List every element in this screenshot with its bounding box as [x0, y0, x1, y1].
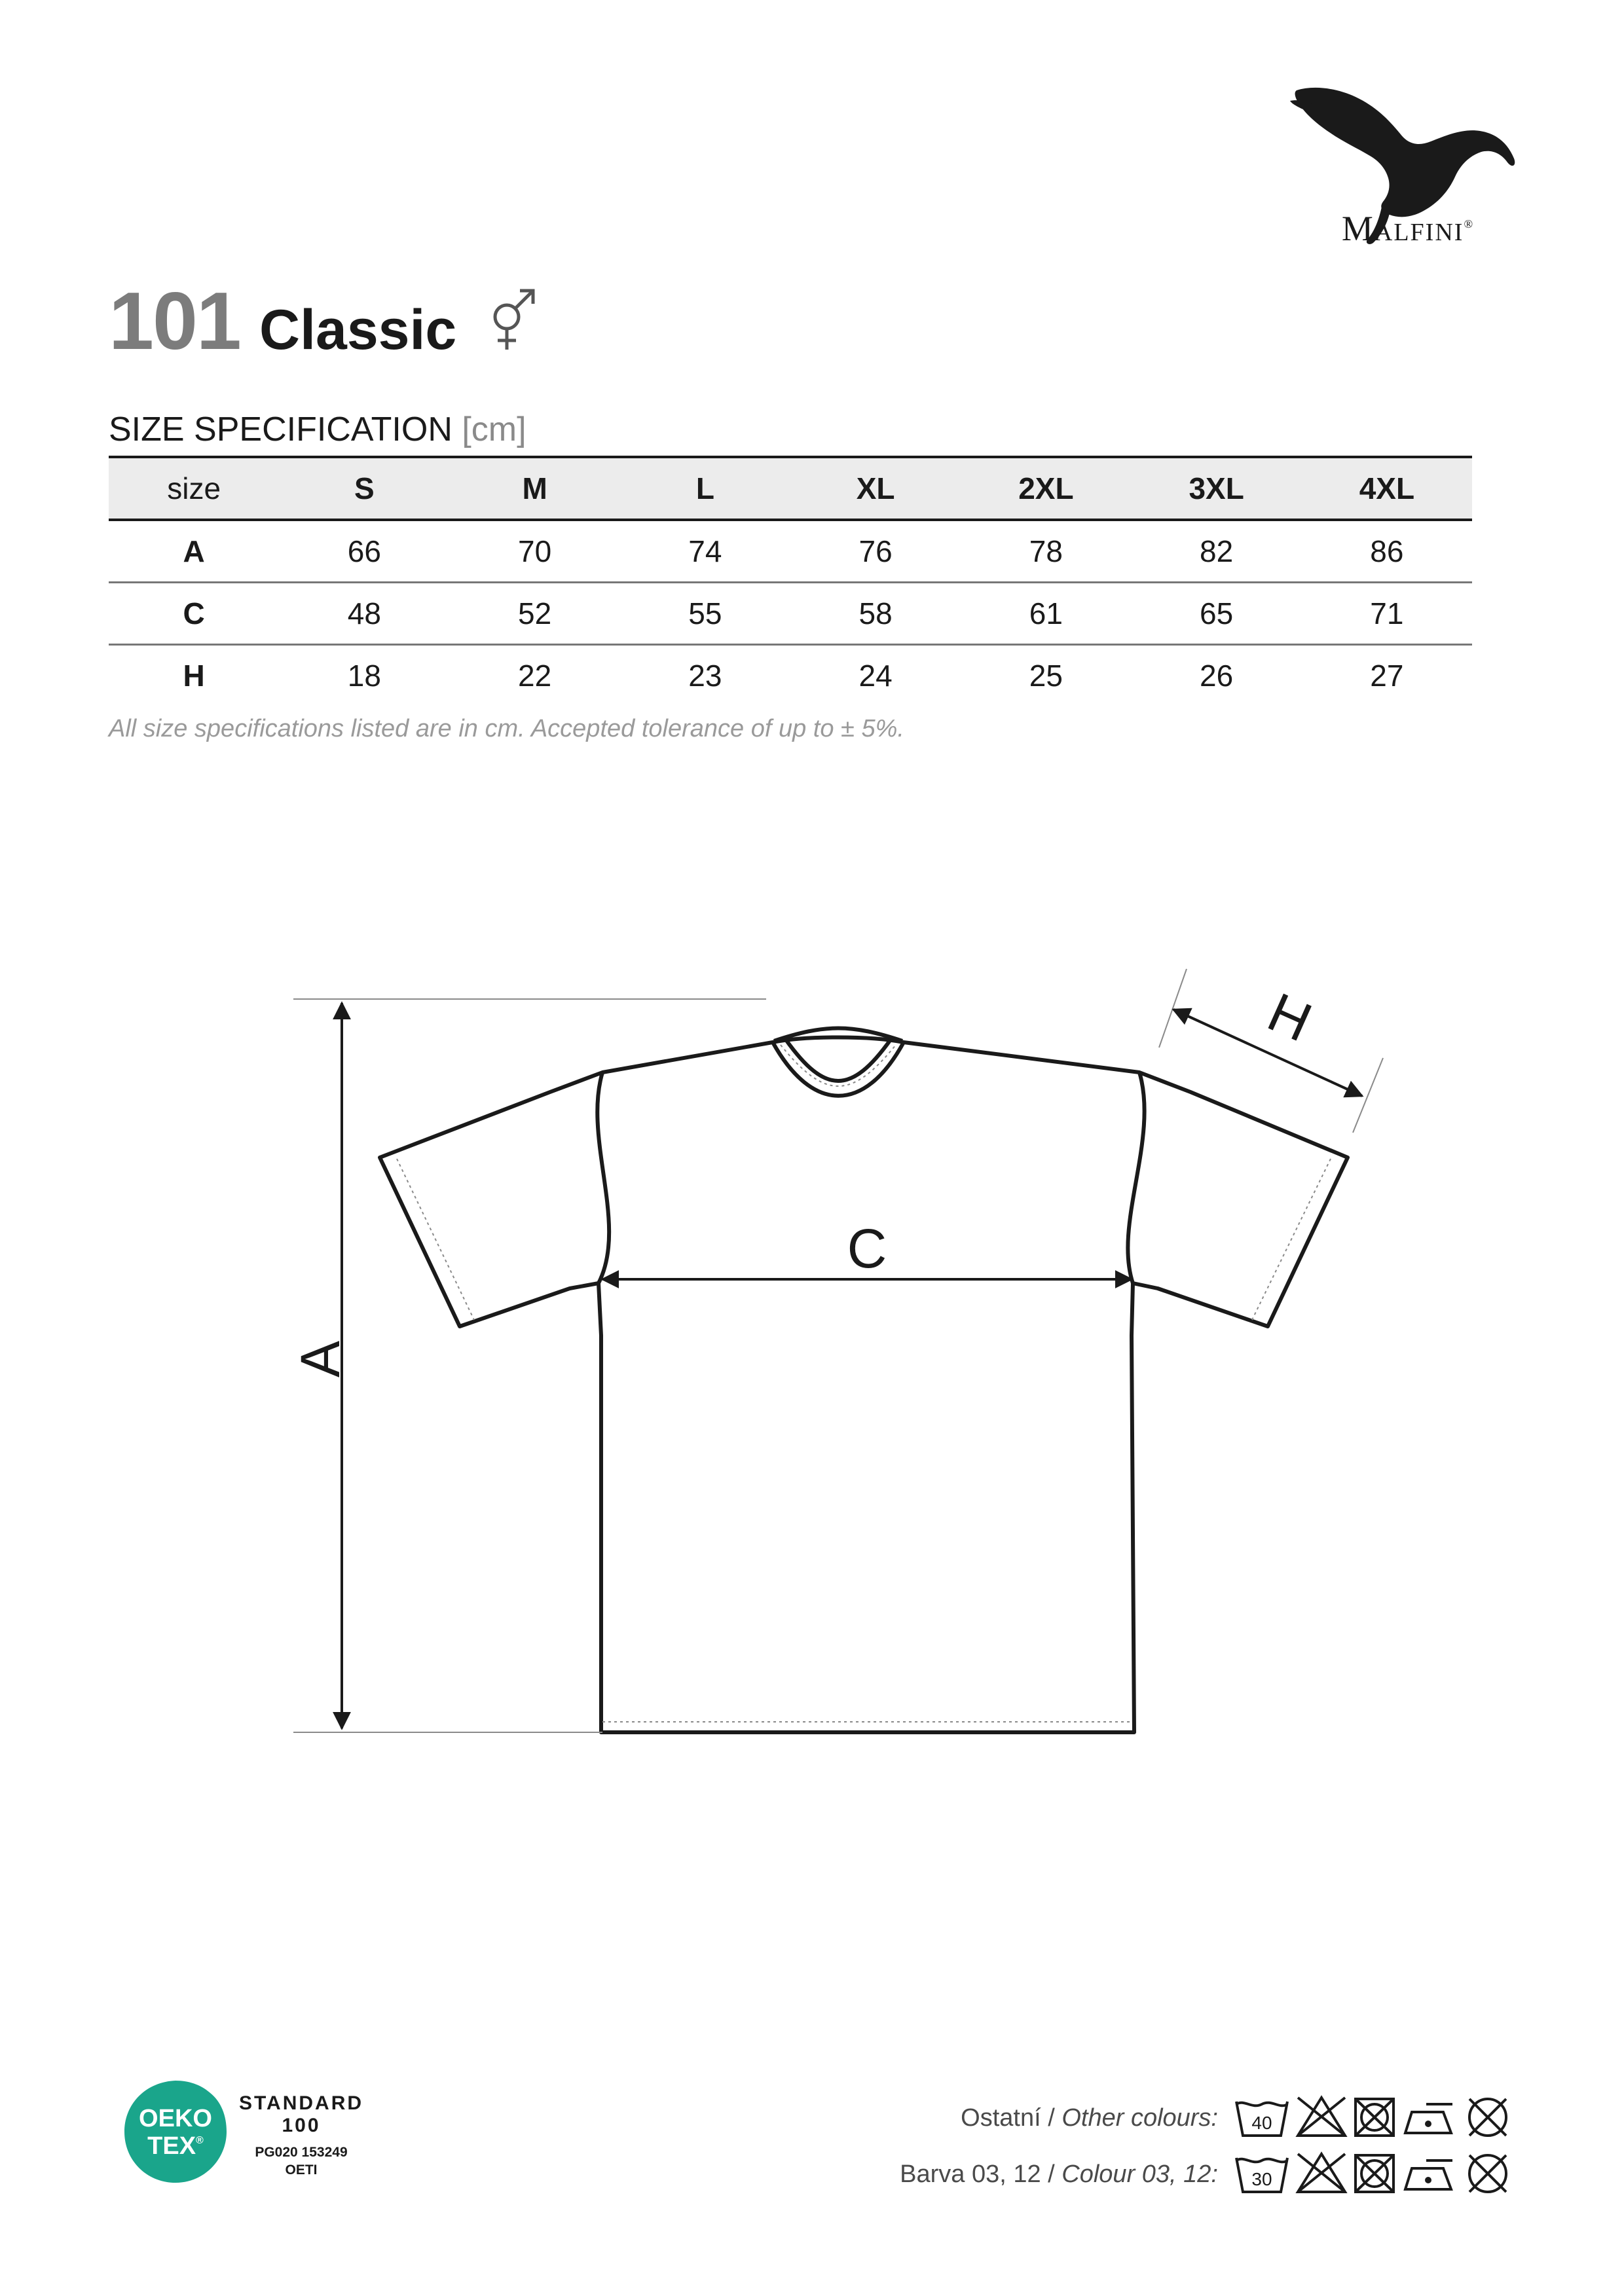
- oeko-line1: OEKO: [139, 2105, 212, 2132]
- oeko-cert-code: PG020 153249 OETI: [255, 2145, 348, 2178]
- product-code: 101: [109, 276, 240, 367]
- measure-a: [293, 999, 766, 1732]
- special-colours-label: Barva 03, 12 / Colour 03, 12:: [900, 2160, 1218, 2188]
- table-row: [109, 520, 1472, 583]
- table-row: [109, 645, 1472, 706]
- iron-low-icon: [1405, 2160, 1452, 2189]
- tshirt-outline: [380, 1029, 1348, 1733]
- header-size: 3XL: [1189, 471, 1244, 505]
- no-tumble-dry-icon: [1356, 2099, 1393, 2136]
- table-cell: 24: [858, 659, 893, 693]
- size-spec-title: SIZE SPECIFICATION [cm]: [109, 410, 526, 448]
- size-table: [109, 456, 1472, 706]
- header-size: M: [522, 471, 547, 505]
- oeko-line2: TEX®: [147, 2132, 204, 2160]
- table-cell: 78: [1029, 534, 1063, 568]
- table-cell: 58: [858, 596, 893, 630]
- header-size: S: [354, 471, 375, 505]
- table-header-row: [109, 457, 1472, 520]
- table-cell: 61: [1029, 596, 1063, 630]
- label-a: A: [289, 1340, 351, 1378]
- row-label: H: [183, 659, 205, 693]
- header-size-label: size: [167, 471, 221, 505]
- table-cell: 48: [347, 596, 381, 630]
- wash-icon: [1236, 2158, 1287, 2192]
- no-dry-clean-icon: [1469, 2155, 1506, 2192]
- label-h: H: [1259, 981, 1321, 1053]
- table-row: [109, 583, 1472, 645]
- table-cell: 26: [1200, 659, 1234, 693]
- table-cell: 27: [1370, 659, 1404, 693]
- label-c: C: [847, 1218, 887, 1279]
- table-cell: 86: [1370, 534, 1404, 568]
- header-size: L: [695, 471, 714, 505]
- product-name: Classic: [259, 299, 457, 361]
- unisex-icon: [483, 285, 542, 357]
- oeko-standard: STANDARD 100: [238, 2092, 364, 2136]
- no-bleach-icon: [1298, 2154, 1345, 2192]
- table-cell: 82: [1200, 534, 1234, 568]
- row-label: C: [183, 596, 205, 630]
- tshirt-stitching: [397, 1045, 1331, 1722]
- table-cell: 55: [688, 596, 722, 630]
- wash-icon: [1236, 2102, 1287, 2136]
- brand-wordmark: Malfini®: [1341, 209, 1475, 248]
- measure-h: [1159, 969, 1383, 1133]
- table-cell: 22: [518, 659, 552, 693]
- care-icons-row: [1232, 2092, 1527, 2145]
- table-cell: 18: [347, 659, 381, 693]
- other-colours-label: Ostatní / Other colours:: [961, 2104, 1218, 2132]
- wash-temp: 40: [1251, 2113, 1272, 2133]
- no-dry-clean-icon: [1469, 2099, 1506, 2136]
- header-size: 4XL: [1359, 471, 1415, 505]
- tshirt-diagram: [262, 943, 1414, 1755]
- wash-temp: 30: [1251, 2169, 1272, 2189]
- iron-low-icon: [1405, 2104, 1452, 2133]
- care-icons-row: [1232, 2149, 1527, 2201]
- table-cell: 70: [518, 534, 552, 568]
- no-tumble-dry-icon: [1356, 2155, 1393, 2192]
- table-cell: 25: [1029, 659, 1063, 693]
- header-size: 2XL: [1018, 471, 1074, 505]
- table-cell: 71: [1370, 596, 1404, 630]
- table-cell: 65: [1200, 596, 1234, 630]
- table-cell: 23: [688, 659, 722, 693]
- size-spec-unit: [cm]: [462, 410, 526, 448]
- tolerance-note: All size specifications listed are in cm. Accepted tolerance of up to ± 5%.: [109, 715, 904, 742]
- oeko-tex-badge-icon: [123, 2079, 228, 2184]
- table-cell: 74: [688, 534, 722, 568]
- header-size: XL: [856, 471, 895, 505]
- table-cell: 66: [347, 534, 381, 568]
- table-cell: 76: [858, 534, 893, 568]
- row-label: A: [183, 534, 205, 568]
- table-cell: 52: [518, 596, 552, 630]
- no-bleach-icon: [1298, 2098, 1345, 2136]
